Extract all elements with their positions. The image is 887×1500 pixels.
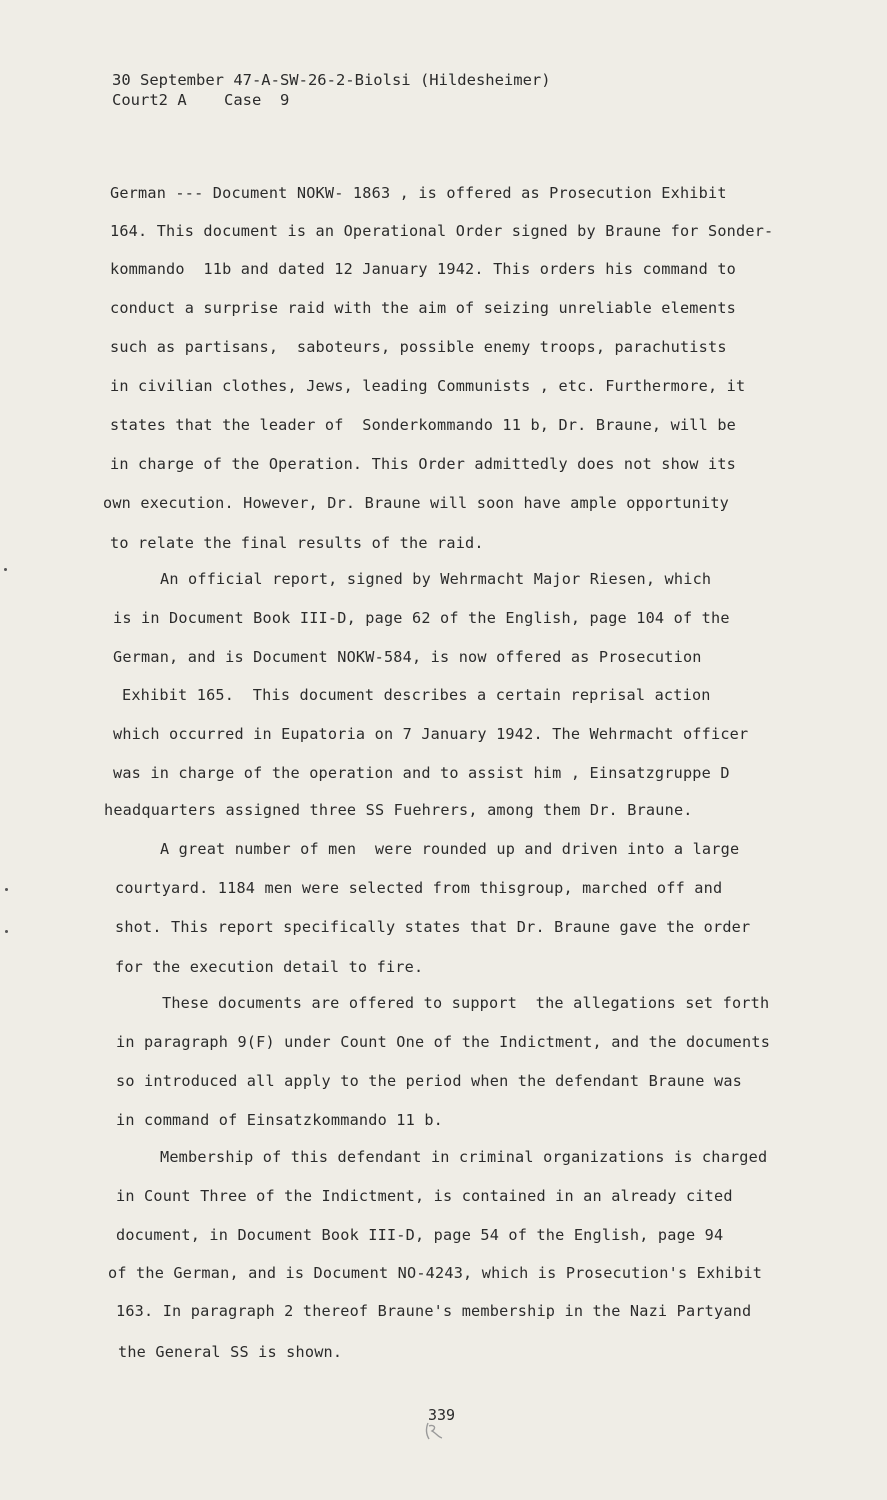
body-line: A great number of men were rounded up and driven into a large <box>160 840 740 858</box>
body-line: shot. This report specifically states that Dr. Braune gave the order <box>115 918 751 936</box>
header-court-line: Court2 A Case 9 <box>112 91 290 109</box>
header-reference-line: 30 September 47-A-SW-26-2-Biolsi (Hildesheimer) <box>112 71 551 89</box>
body-line: in command of Einsatzkommando 11 b. <box>116 1111 444 1129</box>
body-line: such as partisans, saboteurs, possible enemy troops, parachutists <box>110 338 727 356</box>
body-line: German --- Document NOKW- 1863 , is offered as Prosecution Exhibit <box>110 184 727 202</box>
body-line: in civilian clothes, Jews, leading Communists , etc. Furthermore, it <box>110 377 746 395</box>
handwritten-mark-icon <box>422 1420 446 1442</box>
body-line: own execution. However, Dr. Braune will soon have ample opportunity <box>103 494 730 512</box>
body-line: courtyard. 1184 men were selected from thisgroup, marched off and <box>115 879 723 897</box>
body-line: to relate the final results of the raid. <box>110 534 484 552</box>
body-line: German, and is Document NOKW-584, is now offered as Prosecution <box>113 648 702 666</box>
edge-speck <box>5 930 8 933</box>
body-line: in paragraph 9(F) under Count One of the Indictment, and the documents <box>116 1033 771 1051</box>
body-line: states that the leader of Sonderkommando 11 b, Dr. Braune, will be <box>110 416 737 434</box>
body-line: conduct a surprise raid with the aim of seizing unreliable elements <box>110 299 737 317</box>
body-line: which occurred in Eupatoria on 7 January 1942. The Wehrmacht officer <box>113 725 749 743</box>
body-line: the General SS is shown. <box>118 1343 343 1361</box>
body-line: headquarters assigned three SS Fuehrers, among them Dr. Braune. <box>104 801 693 819</box>
body-line: for the execution detail to fire. <box>115 958 424 976</box>
body-line: so introduced all apply to the period when the defendant Braune was <box>116 1072 743 1090</box>
body-line: Membership of this defendant in criminal organizations is charged <box>160 1148 768 1166</box>
page-number: 339 <box>428 1406 456 1424</box>
body-line: kommando 11b and dated 12 January 1942. This orders his command to <box>110 260 737 278</box>
body-line: document, in Document Book III-D, page 54 of the English, page 94 <box>116 1226 724 1244</box>
body-line: of the German, and is Document NO-4243, which is Prosecution's Exhibit <box>108 1264 763 1282</box>
body-line: These documents are offered to support the allegations set forth <box>162 994 770 1012</box>
body-line: An official report, signed by Wehrmacht Major Riesen, which <box>160 570 712 588</box>
edge-speck <box>5 888 8 891</box>
body-line: in Count Three of the Indictment, is contained in an already cited <box>116 1187 733 1205</box>
edge-speck <box>4 568 7 571</box>
body-line: in charge of the Operation. This Order admittedly does not show its <box>110 455 737 473</box>
document-header <box>112 70 551 110</box>
body-line: was in charge of the operation and to assist him , Einsatzgruppe D <box>113 764 730 782</box>
body-line: 164. This document is an Operational Order signed by Braune for Sonder- <box>110 222 774 240</box>
body-line: 163. In paragraph 2 thereof Braune's membership in the Nazi Partyand <box>116 1302 752 1320</box>
body-line: Exhibit 165. This document describes a certain reprisal action <box>122 686 711 704</box>
body-line: is in Document Book III-D, page 62 of the English, page 104 of the <box>113 609 730 627</box>
